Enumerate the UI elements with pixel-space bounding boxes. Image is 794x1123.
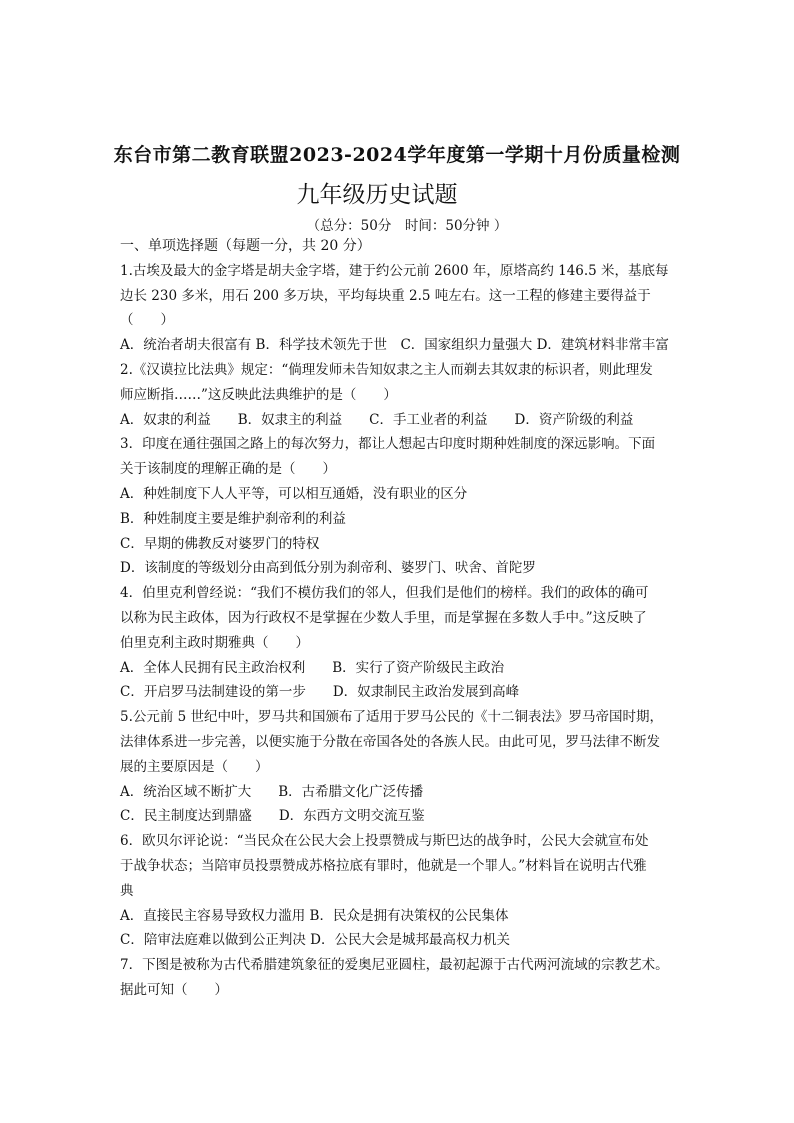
question-line: 1.古埃及最大的金字塔是胡夫金字塔，建于约公元前 2600 年，原塔高约 146.5 米，基底每 (120, 262, 669, 279)
option-line: C．早期的佛教反对婆罗门的特权 (120, 535, 320, 552)
question-line: （ ） (120, 312, 174, 329)
question-line: 于战争状态；当陪审员投票赞成苏格拉底有罪时，他就是一个罪人。”材料旨在说明古代雅 (120, 857, 647, 874)
question-line: 关于该制度的理解正确的是（ ） (120, 461, 336, 478)
option-line: C．陪审法庭难以做到公正判决 D．公民大会是城邦最高权力机关 (120, 932, 510, 949)
question-3 (120, 432, 680, 581)
question-line: 6．欧贝尔评论说：“当民众在公民大会上投票赞成与斯巴达的战争时，公民大会就宣布处 (120, 833, 649, 850)
subtitle-text: 九年级历史试题 (296, 182, 458, 208)
question-4 (120, 581, 680, 705)
exam-subtitle (0, 176, 794, 209)
exam-title: 东台市第二教育联盟2023-2024学年度第一学期十月份质量检测 (113, 144, 681, 166)
question-line: 7．下图是被称为古代希腊建筑象征的爱奥尼亚圆柱，最初起源于古代两河流域的宗教艺术。 (120, 957, 669, 974)
question-line: 展的主要原因是（ ） (120, 758, 269, 775)
question-7 (120, 953, 680, 1003)
question-line: 典 (120, 882, 134, 899)
option-line: A．全体人民拥有民主政治权利 B．实行了资产阶级民主政治 (120, 659, 505, 676)
option-line: A．种姓制度下人人平等，可以相互通婚，没有职业的区分 (120, 485, 468, 502)
meta-text: （总分：50分 时间：50分钟 ） (306, 218, 508, 234)
option-line: A．奴隶的利益 B．奴隶主的利益 C．手工业者的利益 D．资产阶级的利益 (120, 411, 634, 428)
option-line: A．直接民主容易导致权力滥用 B．民众是拥有决策权的公民集体 (120, 907, 509, 924)
question-line: 4．伯里克利曾经说：“我们不模仿我们的邻人，但我们是他们的榜样。我们的政体的确可 (120, 585, 649, 602)
question-line: 边长 230 多米，用石 200 多万块，平均每块重 2.5 吨左右。这一工程的修建主要得益于 (120, 287, 651, 304)
question-line: 3．印度在通往强国之路上的每次努力，都让人想起古印度时期种姓制度的深远影响。下面 (120, 436, 656, 453)
exam-content (120, 234, 680, 1003)
option-line: A．统治者胡夫很富有 B．科学技术领先于世 C．国家组织力量强大 D．建筑材料非常丰富 (120, 337, 669, 354)
section-heading: 一、单项选择题（每题一分，共 20 分） (120, 238, 371, 254)
option-line: D．该制度的等级划分由高到低分别为刹帝利、婆罗门、吠舍、首陀罗 (120, 560, 536, 577)
question-line: 5.公元前 5 世纪中叶，罗马共和国颁布了适用于罗马公民的《十二铜表法》罗马帝国时期， (120, 709, 664, 726)
question-2 (120, 358, 680, 432)
option-line: B．种姓制度主要是维护刹帝利的利益 (120, 510, 346, 527)
question-line: 伯里克利主政时期雅典（ ） (120, 634, 309, 651)
option-line: C．开启罗马法制建设的第一步 D．奴隶制民主政治发展到高峰 (120, 684, 520, 701)
option-line: C．民主制度达到鼎盛 D．东西方文明交流互鉴 (120, 808, 425, 825)
option-line: A．统治区域不断扩大 B．古希腊文化广泛传播 (120, 783, 424, 800)
exam-meta (0, 214, 794, 234)
question-5 (120, 705, 680, 829)
question-6 (120, 829, 680, 953)
question-line: 以称为民主政体，因为行政权不是掌握在少数人手里，而是掌握在多数人手中。”这反映了 (120, 609, 647, 626)
question-line: 法律体系进一步完善，以便实施于分散在帝国各处的各族人民。由此可见，罗马法律不断发 (120, 733, 660, 750)
question-1 (120, 259, 680, 358)
question-line: 据此可知（ ） (120, 981, 228, 998)
question-line: 2.《汉谟拉比法典》规定：“倘理发师未告知奴隶之主人而剃去其奴隶的标识者，则此理发 (120, 361, 653, 378)
question-line: 师应断指……”这反映此法典维护的是（ ） (120, 386, 397, 403)
